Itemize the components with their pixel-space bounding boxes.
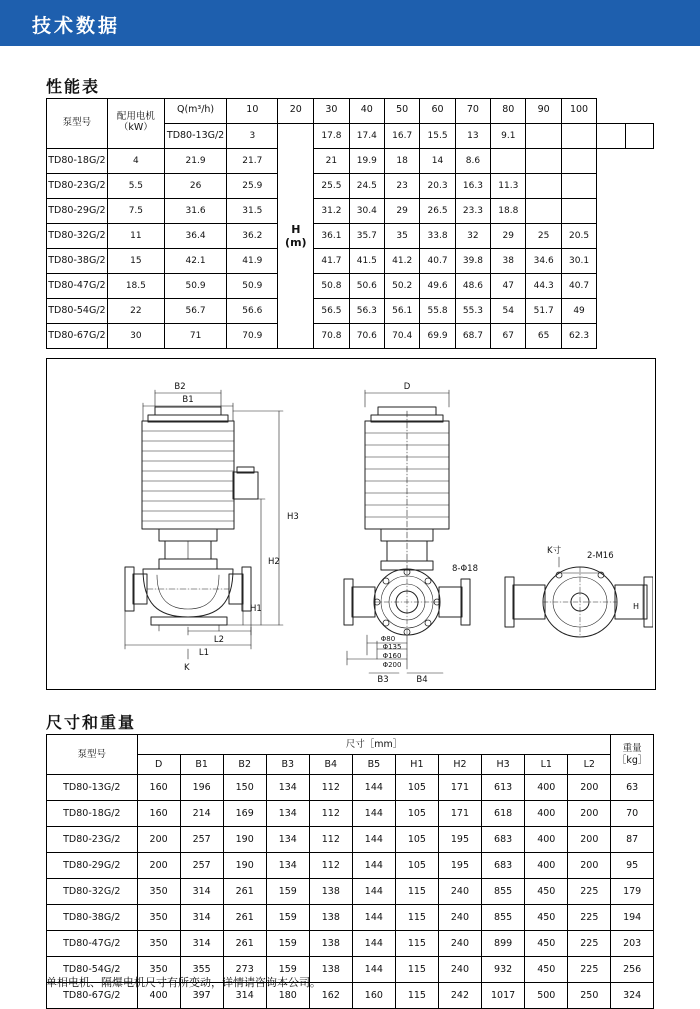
cell-head-value — [526, 173, 561, 198]
cell-model: TD80-67G/2 — [47, 323, 108, 348]
cell-head-value: 33.8 — [420, 223, 455, 248]
cell-head-value: 69.9 — [420, 323, 455, 348]
cell-dimension: 144 — [352, 905, 395, 931]
cell-dimension: 314 — [180, 879, 223, 905]
cell-dimension: 214 — [180, 801, 223, 827]
cell-head-value: 54 — [491, 298, 526, 323]
cell-model: TD80-47G/2 — [47, 931, 138, 957]
cell-head-value: 68.7 — [455, 323, 490, 348]
header-flow-50: 50 — [384, 99, 419, 124]
cell-dimension: 400 — [137, 983, 180, 1009]
cell-dimension: 618 — [481, 801, 524, 827]
cell-head-value: 20.3 — [420, 173, 455, 198]
svg-text:D: D — [403, 382, 411, 392]
svg-text:Φ200: Φ200 — [382, 661, 402, 669]
cell-head-value — [491, 148, 526, 173]
header-col-H3: H3 — [481, 755, 524, 775]
svg-text:B2: B2 — [174, 382, 186, 392]
cell-head-value: 25.5 — [314, 173, 349, 198]
cell-head-value: 34.6 — [526, 248, 561, 273]
cell-dimension: 450 — [525, 905, 568, 931]
cell-head-value: 36.4 — [164, 223, 226, 248]
cell-model: TD80-29G/2 — [47, 198, 108, 223]
cell-head-value: 70.4 — [384, 323, 419, 348]
header-power: 配用电机 （kW） — [107, 99, 164, 149]
cell-head-value — [561, 123, 596, 148]
svg-text:8-Φ18: 8-Φ18 — [452, 564, 478, 574]
cell-head-value: 70.8 — [314, 323, 349, 348]
cell-dimension: 144 — [352, 775, 395, 801]
cell-head-value: 25.9 — [227, 173, 278, 198]
cell-head-value: 40.7 — [420, 248, 455, 273]
page-header-bar — [0, 0, 700, 46]
cell-head-value: 26.5 — [420, 198, 455, 223]
cell-dimension: 134 — [266, 853, 309, 879]
cell-head-value: 25 — [526, 223, 561, 248]
cell-dimension: 261 — [223, 931, 266, 957]
header-flow-30: 30 — [314, 99, 349, 124]
table-row — [47, 853, 654, 879]
header-col-B3: B3 — [266, 755, 309, 775]
cell-head-value — [526, 123, 561, 148]
cell-weight: 324 — [611, 983, 654, 1009]
svg-text:K寸: K寸 — [547, 546, 562, 556]
cell-dimension: 190 — [223, 827, 266, 853]
cell-model: TD80-67G/2 — [47, 983, 138, 1009]
cell-head-value: 51.7 — [526, 298, 561, 323]
cell-dimension: 105 — [395, 801, 438, 827]
header-col-B4: B4 — [309, 755, 352, 775]
header-flow: Q(m³/h) — [164, 99, 226, 124]
cell-weight: 95 — [611, 853, 654, 879]
header-flow-60: 60 — [420, 99, 455, 124]
cell-dimension: 314 — [180, 905, 223, 931]
cell-model: TD80-38G/2 — [47, 248, 108, 273]
table-row — [47, 198, 654, 223]
cell-dimension: 397 — [180, 983, 223, 1009]
cell-dimension: 160 — [352, 983, 395, 1009]
cell-model: TD80-54G/2 — [47, 298, 108, 323]
table-header-row — [47, 735, 654, 755]
cell-head-value: 62.3 — [561, 323, 596, 348]
cell-dimension: 105 — [395, 775, 438, 801]
cell-head-value: 31.2 — [314, 198, 349, 223]
cell-dimension: 683 — [481, 853, 524, 879]
header-model: 泵型号 — [47, 735, 138, 775]
cell-head-value: 18.8 — [491, 198, 526, 223]
cell-head-value: 23.3 — [455, 198, 490, 223]
cell-dimension: 112 — [309, 853, 352, 879]
header-size-group: 尺寸［mm］ — [137, 735, 611, 755]
cell-dimension: 190 — [223, 853, 266, 879]
cell-head-value: 35.7 — [349, 223, 384, 248]
cell-head-value: 19.9 — [349, 148, 384, 173]
cell-head-value: 23 — [384, 173, 419, 198]
cell-power: 15 — [107, 248, 164, 273]
cell-dimension: 150 — [223, 775, 266, 801]
cell-head-value: 16.7 — [384, 123, 419, 148]
cell-head-value: 8.6 — [455, 148, 490, 173]
cell-head-value: 31.5 — [227, 198, 278, 223]
cell-dimension: 138 — [309, 879, 352, 905]
cell-power: 18.5 — [107, 273, 164, 298]
svg-text:Φ135: Φ135 — [382, 643, 402, 651]
svg-text:2-M16: 2-M16 — [587, 551, 614, 561]
cell-dimension: 200 — [137, 827, 180, 853]
cell-dimension: 500 — [525, 983, 568, 1009]
cell-power: 7.5 — [107, 198, 164, 223]
cell-model: TD80-32G/2 — [47, 223, 108, 248]
svg-text:H: H — [633, 602, 640, 611]
cell-head-value: 44.3 — [526, 273, 561, 298]
cell-weight: 203 — [611, 931, 654, 957]
cell-head-value: 56.5 — [314, 298, 349, 323]
cell-dimension: 195 — [438, 827, 481, 853]
cell-head-value: 50.8 — [314, 273, 349, 298]
cell-dimension: 115 — [395, 879, 438, 905]
cell-dimension: 450 — [525, 957, 568, 983]
cell-dimension: 144 — [352, 957, 395, 983]
cell-head-value: 30.1 — [561, 248, 596, 273]
cell-dimension: 400 — [525, 775, 568, 801]
cell-dimension: 400 — [525, 801, 568, 827]
cell-dimension: 159 — [266, 905, 309, 931]
table-row — [47, 323, 654, 348]
cell-head-value: 56.6 — [227, 298, 278, 323]
cell-dimension: 134 — [266, 827, 309, 853]
page-title: 技术数据 — [32, 15, 121, 37]
cell-dimension: 1017 — [481, 983, 524, 1009]
svg-text:H2: H2 — [268, 557, 280, 567]
cell-dimension: 350 — [137, 879, 180, 905]
table-row — [47, 775, 654, 801]
cell-dimension: 105 — [395, 827, 438, 853]
cell-head-value: 36.2 — [227, 223, 278, 248]
cell-dimension: 196 — [180, 775, 223, 801]
cell-model: TD80-23G/2 — [47, 173, 108, 198]
cell-dimension: 225 — [568, 931, 611, 957]
cell-dimension: 112 — [309, 775, 352, 801]
table-row — [47, 827, 654, 853]
cell-power: 3 — [227, 123, 278, 148]
cell-head-value — [561, 173, 596, 198]
cell-model: TD80-38G/2 — [47, 905, 138, 931]
cell-dimension: 159 — [266, 957, 309, 983]
header-flow-10: 10 — [227, 99, 278, 124]
cell-dimension: 134 — [266, 775, 309, 801]
table-row — [47, 173, 654, 198]
cell-head-value: 24.5 — [349, 173, 384, 198]
cell-head-value: 50.9 — [227, 273, 278, 298]
cell-dimension: 450 — [525, 931, 568, 957]
svg-text:B1: B1 — [182, 395, 194, 405]
header-flow-80: 80 — [491, 99, 526, 124]
cell-head-value: 21.7 — [227, 148, 278, 173]
svg-text:B4: B4 — [416, 675, 428, 685]
cell-dimension: 400 — [525, 827, 568, 853]
cell-dimension: 240 — [438, 931, 481, 957]
cell-dimension: 169 — [223, 801, 266, 827]
cell-dimension: 180 — [266, 983, 309, 1009]
cell-head-value: 41.7 — [314, 248, 349, 273]
cell-dimension: 932 — [481, 957, 524, 983]
cell-dimension: 195 — [438, 853, 481, 879]
cell-head-value: 50.9 — [164, 273, 226, 298]
cell-dimension: 144 — [352, 801, 395, 827]
dimension-drawing — [46, 358, 656, 690]
header-model: 泵型号 — [47, 99, 108, 149]
performance-table — [46, 98, 654, 349]
cell-head-value: 16.3 — [455, 173, 490, 198]
cell-head-value: 67 — [491, 323, 526, 348]
cell-head-value: 31.6 — [164, 198, 226, 223]
table-header-row — [47, 99, 654, 124]
cell-power: 22 — [107, 298, 164, 323]
cell-power: 11 — [107, 223, 164, 248]
header-col-B5: B5 — [352, 755, 395, 775]
cell-head-value — [597, 123, 625, 148]
cell-weight: 194 — [611, 905, 654, 931]
cell-dimension: 160 — [137, 801, 180, 827]
cell-dimension: 200 — [568, 853, 611, 879]
cell-dimension: 144 — [352, 931, 395, 957]
header-flow-40: 40 — [349, 99, 384, 124]
cell-dimension: 257 — [180, 853, 223, 879]
cell-dimension: 200 — [568, 827, 611, 853]
cell-head-value: 56.1 — [384, 298, 419, 323]
table-row — [47, 879, 654, 905]
dimensions-section-title: 尺寸和重量 — [46, 713, 137, 732]
table-row — [47, 298, 654, 323]
cell-dimension: 350 — [137, 957, 180, 983]
cell-dimension: 200 — [568, 775, 611, 801]
cell-power: 4 — [107, 148, 164, 173]
cell-head-label: H (m) — [278, 123, 314, 348]
cell-weight: 256 — [611, 957, 654, 983]
cell-dimension: 160 — [137, 775, 180, 801]
footnote-text: 单相电机、隔爆电机尺寸有所变动，详情请咨询本公司。 — [46, 976, 321, 989]
cell-head-value: 55.8 — [420, 298, 455, 323]
cell-power: 30 — [107, 323, 164, 348]
header-col-B2: B2 — [223, 755, 266, 775]
cell-dimension: 105 — [395, 853, 438, 879]
cell-model: TD80-18G/2 — [47, 148, 108, 173]
cell-weight: 70 — [611, 801, 654, 827]
cell-head-value: 30.4 — [349, 198, 384, 223]
cell-dimension: 350 — [137, 931, 180, 957]
cell-dimension: 115 — [395, 931, 438, 957]
svg-text:H3: H3 — [287, 512, 299, 522]
cell-dimension: 138 — [309, 931, 352, 957]
cell-head-value: 18 — [384, 148, 419, 173]
cell-dimension: 225 — [568, 879, 611, 905]
table-row — [47, 931, 654, 957]
cell-dimension: 112 — [309, 827, 352, 853]
cell-model: TD80-18G/2 — [47, 801, 138, 827]
cell-head-value: 70.6 — [349, 323, 384, 348]
table-row — [47, 148, 654, 173]
cell-dimension: 899 — [481, 931, 524, 957]
svg-text:H1: H1 — [250, 604, 262, 614]
cell-model: TD80-13G/2 — [164, 123, 226, 148]
cell-head-value: 13 — [455, 123, 490, 148]
header-flow-100: 100 — [561, 99, 596, 124]
cell-head-value: 20.5 — [561, 223, 596, 248]
cell-head-value: 29 — [491, 223, 526, 248]
svg-text:K: K — [184, 663, 190, 673]
cell-dimension: 240 — [438, 879, 481, 905]
cell-head-value: 32 — [455, 223, 490, 248]
cell-head-value: 49.6 — [420, 273, 455, 298]
cell-weight: 87 — [611, 827, 654, 853]
cell-head-value: 11.3 — [491, 173, 526, 198]
cell-head-value — [625, 123, 653, 148]
cell-head-value: 17.4 — [349, 123, 384, 148]
table-row — [47, 273, 654, 298]
cell-dimension: 242 — [438, 983, 481, 1009]
cell-dimension: 855 — [481, 905, 524, 931]
header-col-H1: H1 — [395, 755, 438, 775]
cell-dimension: 855 — [481, 879, 524, 905]
cell-dimension: 115 — [395, 957, 438, 983]
header-weight-group: 重量 ［kg］ — [611, 735, 654, 775]
cell-head-value: 55.3 — [455, 298, 490, 323]
cell-dimension: 250 — [568, 983, 611, 1009]
cell-head-value: 40.7 — [561, 273, 596, 298]
header-col-B1: B1 — [180, 755, 223, 775]
table-row — [47, 248, 654, 273]
cell-dimension: 400 — [525, 853, 568, 879]
cell-model: TD80-32G/2 — [47, 879, 138, 905]
cell-dimension: 171 — [438, 775, 481, 801]
cell-head-value: 48.6 — [455, 273, 490, 298]
cell-weight: 179 — [611, 879, 654, 905]
cell-dimension: 115 — [395, 905, 438, 931]
cell-dimension: 225 — [568, 905, 611, 931]
cell-dimension: 200 — [568, 801, 611, 827]
cell-dimension: 225 — [568, 957, 611, 983]
cell-dimension: 613 — [481, 775, 524, 801]
cell-head-value: 56.3 — [349, 298, 384, 323]
cell-head-value: 70.9 — [227, 323, 278, 348]
cell-dimension: 144 — [352, 853, 395, 879]
cell-dimension: 257 — [180, 827, 223, 853]
svg-text:B3: B3 — [377, 675, 389, 685]
cell-dimension: 261 — [223, 905, 266, 931]
header-flow-70: 70 — [455, 99, 490, 124]
cell-dimension: 450 — [525, 879, 568, 905]
cell-dimension: 138 — [309, 957, 352, 983]
table-row — [47, 223, 654, 248]
cell-dimension: 240 — [438, 905, 481, 931]
cell-dimension: 134 — [266, 801, 309, 827]
header-flow-90: 90 — [526, 99, 561, 124]
cell-dimension: 115 — [395, 983, 438, 1009]
cell-model: TD80-47G/2 — [47, 273, 108, 298]
cell-head-value: 41.9 — [227, 248, 278, 273]
cell-model: TD80-54G/2 — [47, 957, 138, 983]
cell-dimension: 171 — [438, 801, 481, 827]
cell-head-value: 41.2 — [384, 248, 419, 273]
cell-dimension: 314 — [180, 931, 223, 957]
cell-head-value: 26 — [164, 173, 226, 198]
svg-text:Φ160: Φ160 — [382, 652, 402, 660]
svg-text:Φ80: Φ80 — [380, 635, 396, 643]
cell-model: TD80-23G/2 — [47, 827, 138, 853]
cell-head-value: 56.7 — [164, 298, 226, 323]
cell-model: TD80-13G/2 — [47, 775, 138, 801]
cell-dimension: 350 — [137, 905, 180, 931]
cell-head-value — [561, 198, 596, 223]
cell-dimension: 683 — [481, 827, 524, 853]
cell-dimension: 200 — [137, 853, 180, 879]
cell-head-value: 39.8 — [455, 248, 490, 273]
dimension-table — [46, 734, 654, 1009]
cell-dimension: 159 — [266, 879, 309, 905]
cell-head-value: 49 — [561, 298, 596, 323]
svg-text:L1: L1 — [198, 648, 210, 658]
cell-head-value — [561, 148, 596, 173]
cell-dimension: 159 — [266, 931, 309, 957]
table-subheader-row — [47, 755, 654, 775]
cell-dimension: 240 — [438, 957, 481, 983]
header-col-H2: H2 — [438, 755, 481, 775]
cell-head-value: 71 — [164, 323, 226, 348]
header-col-D: D — [137, 755, 180, 775]
cell-model: TD80-29G/2 — [47, 853, 138, 879]
svg-text:L2: L2 — [213, 635, 225, 645]
cell-head-value: 47 — [491, 273, 526, 298]
cell-head-value: 29 — [384, 198, 419, 223]
cell-head-value — [526, 148, 561, 173]
cell-head-value: 38 — [491, 248, 526, 273]
header-col-L1: L1 — [525, 755, 568, 775]
cell-head-value: 50.2 — [384, 273, 419, 298]
cell-dimension: 144 — [352, 879, 395, 905]
cell-dimension: 355 — [180, 957, 223, 983]
cell-head-value: 14 — [420, 148, 455, 173]
cell-head-value: 21 — [314, 148, 349, 173]
header-col-L2: L2 — [568, 755, 611, 775]
cell-dimension: 273 — [223, 957, 266, 983]
cell-head-value: 50.6 — [349, 273, 384, 298]
cell-head-value: 17.8 — [314, 123, 349, 148]
cell-dimension: 162 — [309, 983, 352, 1009]
table-row — [47, 801, 654, 827]
cell-head-value: 35 — [384, 223, 419, 248]
cell-head-value: 21.9 — [164, 148, 226, 173]
performance-section-title: 性能表 — [46, 77, 101, 96]
cell-head-value: 42.1 — [164, 248, 226, 273]
cell-head-value: 65 — [526, 323, 561, 348]
cell-dimension: 144 — [352, 827, 395, 853]
cell-head-value: 9.1 — [491, 123, 526, 148]
cell-dimension: 112 — [309, 801, 352, 827]
cell-head-value: 41.5 — [349, 248, 384, 273]
header-flow-20: 20 — [278, 99, 314, 124]
cell-head-value: 15.5 — [420, 123, 455, 148]
cell-dimension: 261 — [223, 879, 266, 905]
cell-head-value — [526, 198, 561, 223]
cell-dimension: 138 — [309, 905, 352, 931]
cell-power: 5.5 — [107, 173, 164, 198]
cell-head-value: 36.1 — [314, 223, 349, 248]
cell-weight: 63 — [611, 775, 654, 801]
cell-dimension: 314 — [223, 983, 266, 1009]
table-row — [47, 905, 654, 931]
